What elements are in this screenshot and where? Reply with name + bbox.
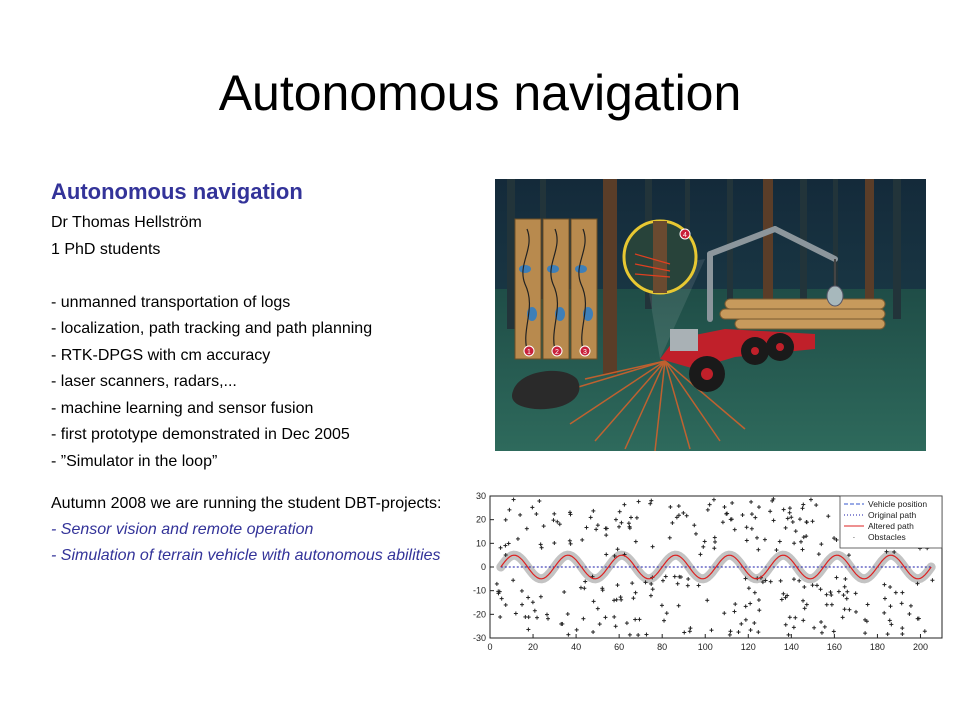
x-tick-label: 40 bbox=[571, 642, 582, 652]
x-tick-label: 140 bbox=[783, 642, 799, 652]
y-tick-label: -10 bbox=[472, 585, 486, 596]
legend-swatch: · bbox=[852, 533, 856, 542]
bullet-line: - unmanned transportation of logs bbox=[51, 293, 291, 311]
y-tick-label: 30 bbox=[475, 491, 486, 501]
students-line: 1 PhD students bbox=[51, 240, 161, 258]
x-tick-label: 200 bbox=[912, 642, 928, 652]
legend bbox=[840, 496, 942, 548]
bullet-line: - ”Simulator in the loop” bbox=[51, 452, 218, 470]
bullet-line: - RTK-DPGS with cm accuracy bbox=[51, 346, 271, 364]
project-item: - Sensor vision and remote operation bbox=[51, 521, 314, 538]
x-tick-label: 80 bbox=[657, 642, 668, 652]
legend-label: Obstacles bbox=[868, 532, 906, 542]
y-tick-label: -30 bbox=[472, 633, 486, 643]
spacer bbox=[51, 263, 451, 290]
page-title: Autonomous navigation bbox=[218, 65, 742, 121]
x-tick-label: 120 bbox=[740, 642, 756, 652]
bullet-line: - laser scanners, radars,... bbox=[51, 373, 237, 390]
projects-intro: Autumn 2008 we are running the student DBT-projects: bbox=[51, 495, 442, 512]
author-line: Dr Thomas Hellström bbox=[51, 214, 202, 231]
bullet-line: - first prototype demonstrated in Dec 2005 bbox=[51, 426, 350, 443]
forwarder-illustration bbox=[495, 179, 926, 451]
marker-label: 1 bbox=[527, 349, 531, 356]
path-plot bbox=[452, 484, 956, 664]
legend-label: Vehicle position bbox=[868, 499, 928, 509]
marker-label: 4 bbox=[683, 232, 687, 239]
legend-label: Original path bbox=[868, 510, 917, 520]
x-tick-label: 60 bbox=[614, 642, 625, 652]
marker-label: 2 bbox=[555, 349, 559, 356]
y-tick-label: -20 bbox=[472, 609, 486, 620]
y-tick-label: 10 bbox=[475, 538, 486, 549]
marker-label: 3 bbox=[583, 349, 587, 356]
y-tick-label: 20 bbox=[475, 514, 486, 525]
x-tick-label: 180 bbox=[869, 642, 885, 652]
project-item: - Simulation of terrain vehicle with autonomous abilities bbox=[51, 547, 441, 564]
section-subtitle: Autonomous navigation bbox=[51, 179, 303, 204]
x-tick-label: 0 bbox=[487, 642, 493, 652]
spacer bbox=[51, 475, 451, 489]
description-column bbox=[51, 176, 451, 567]
x-tick-label: 100 bbox=[697, 642, 713, 652]
legend-label: Altered path bbox=[868, 521, 914, 531]
bullet-line: - localization, path tracking and path planning bbox=[51, 320, 373, 337]
x-tick-label: 20 bbox=[528, 642, 539, 652]
y-tick-label: 0 bbox=[480, 562, 486, 572]
x-tick-label: 160 bbox=[826, 642, 842, 652]
bullet-line: - machine learning and sensor fusion bbox=[51, 399, 314, 417]
